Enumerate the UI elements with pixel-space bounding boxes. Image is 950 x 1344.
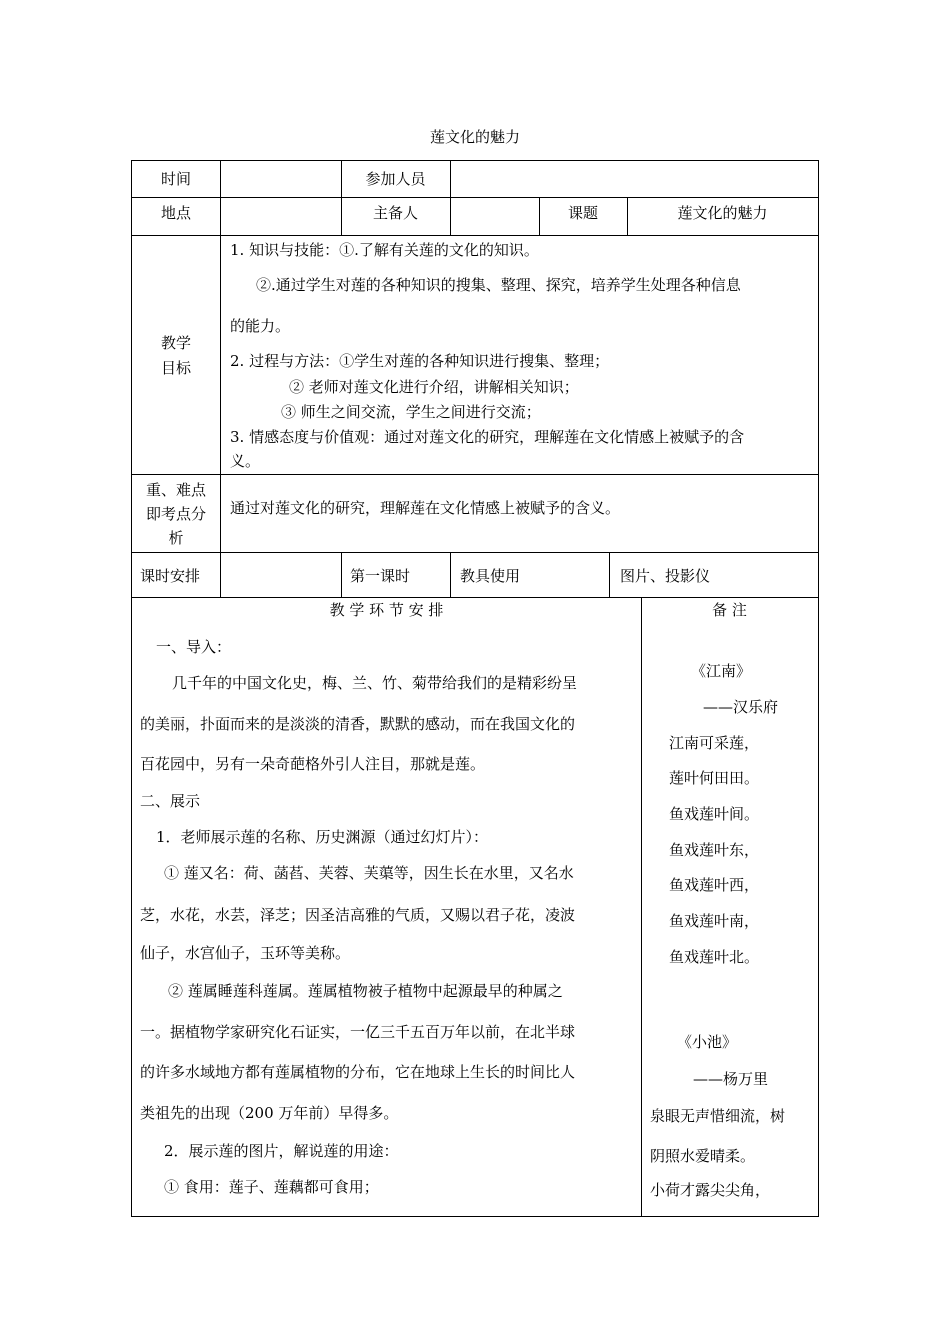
key-points-text: 通过对莲文化的研究，理解莲在文化情感上被赋予的含义。 xyxy=(230,499,621,517)
poem-title: 《江南》 xyxy=(691,662,752,680)
main-line: ① 食用：莲子、莲藕都可食用； xyxy=(164,1178,379,1196)
goal-line: 2. 过程与方法：①学生对莲的各种知识进行搜集、整理； xyxy=(230,352,610,370)
poem-title: 《小池》 xyxy=(677,1033,738,1051)
main-line: 仙子，水宫仙子，玉环等美称。 xyxy=(140,944,351,962)
goals-label-2: 目标 xyxy=(160,359,191,377)
col-divider xyxy=(341,552,342,597)
col-divider xyxy=(220,161,221,597)
main-line: 几千年的中国文化史，梅、兰、竹、菊带给我们的是精彩纷呈 xyxy=(172,674,578,692)
main-line: ① 莲又名：荷、菡萏、芙蓉、芙蕖等，因生长在水里，又名水 xyxy=(164,864,574,882)
main-line: 类祖先的出现（200 万年前）早得多。 xyxy=(140,1104,399,1122)
col-divider xyxy=(450,161,451,235)
notes-heading: 备 注 xyxy=(712,601,747,619)
poem-line: 鱼戏莲叶南， xyxy=(669,912,760,930)
poem-line: 鱼戏莲叶间。 xyxy=(669,805,760,823)
poem-line: 鱼戏莲叶东， xyxy=(669,841,760,859)
key-points-label: 重、难点 xyxy=(145,481,206,499)
poem-line: 鱼戏莲叶北。 xyxy=(669,948,760,966)
lead-label: 主备人 xyxy=(372,204,418,222)
poem-author: ——汉乐府 xyxy=(703,698,779,716)
document-title: 莲文化的魅力 xyxy=(429,128,520,146)
place-label: 地点 xyxy=(160,204,191,222)
topic-value: 莲文化的魅力 xyxy=(677,204,768,222)
main-heading: 教 学 环 节 安 排 xyxy=(329,601,444,619)
main-line: 2．展示莲的图片，解说莲的用途： xyxy=(164,1142,399,1160)
goal-line: ③ 师生之间交流，学生之间进行交流； xyxy=(281,403,541,421)
main-line: ② 莲属睡莲科莲属。莲属植物被子植物中起源最早的种属之 xyxy=(168,982,563,1000)
row-divider xyxy=(132,597,818,598)
goal-line: ②.通过学生对莲的各种知识的搜集、整理、探究，培养学生处理各种信息 xyxy=(256,276,741,294)
poem-author: ——杨万里 xyxy=(693,1070,769,1088)
main-line: 一、导入： xyxy=(156,638,232,656)
poem-line: 阴照水爱晴柔。 xyxy=(650,1147,756,1165)
col-divider xyxy=(641,597,642,1216)
goal-line: 义。 xyxy=(230,452,261,470)
participants-label: 参加人员 xyxy=(365,170,426,188)
main-line: 1．老师展示莲的名称、历史渊源（通过幻灯片）： xyxy=(156,828,489,846)
main-line: 二、展示 xyxy=(140,792,201,810)
row-divider xyxy=(132,197,818,198)
schedule-value: 第一课时 xyxy=(350,567,411,585)
col-divider xyxy=(609,552,610,597)
main-line: 的美丽，扑面而来的是淡淡的清香，默默的感动，而在我国文化的 xyxy=(140,715,576,733)
schedule-label: 课时安排 xyxy=(140,567,201,585)
main-line: 一。据植物学家研究化石证实，一亿三千五百万年以前，在北半球 xyxy=(140,1023,576,1041)
goal-line: 1. 知识与技能：①.了解有关莲的文化的知识。 xyxy=(230,241,539,259)
col-divider xyxy=(450,552,451,597)
row-divider xyxy=(132,552,818,553)
main-line: 的许多水域地方都有莲属植物的分布，它在地球上生长的时间比人 xyxy=(140,1063,576,1081)
goal-line: 的能力。 xyxy=(230,317,291,335)
row-divider xyxy=(132,474,818,475)
time-label: 时间 xyxy=(160,170,191,188)
poem-line: 泉眼无声惜细流，树 xyxy=(650,1107,786,1125)
tools-label: 教具使用 xyxy=(460,567,521,585)
lesson-plan-table xyxy=(131,160,819,1217)
goal-line: ② 老师对莲文化进行介绍，讲解相关知识； xyxy=(289,378,579,396)
poem-line: 江南可采莲， xyxy=(669,734,760,752)
goal-line: 3. 情感态度与价值观：通过对莲文化的研究，理解莲在文化情感上被赋予的含 xyxy=(230,428,745,446)
main-line: 芝，水花，水芸，泽芝；因圣洁高雅的气质，又赐以君子花，凌波 xyxy=(140,906,576,924)
main-line: 百花园中，另有一朵奇葩格外引人注目，那就是莲。 xyxy=(140,755,486,773)
poem-line: 鱼戏莲叶西， xyxy=(669,876,760,894)
row-divider xyxy=(132,235,818,236)
key-points-label: 即考点分 xyxy=(145,505,206,523)
poem-line: 小荷才露尖尖角， xyxy=(650,1181,771,1199)
key-points-label: 析 xyxy=(168,529,184,547)
goals-label-1: 教学 xyxy=(160,334,191,352)
tools-value: 图片、投影仪 xyxy=(620,567,711,585)
poem-line: 莲叶何田田。 xyxy=(669,769,760,787)
topic-label: 课题 xyxy=(567,204,598,222)
